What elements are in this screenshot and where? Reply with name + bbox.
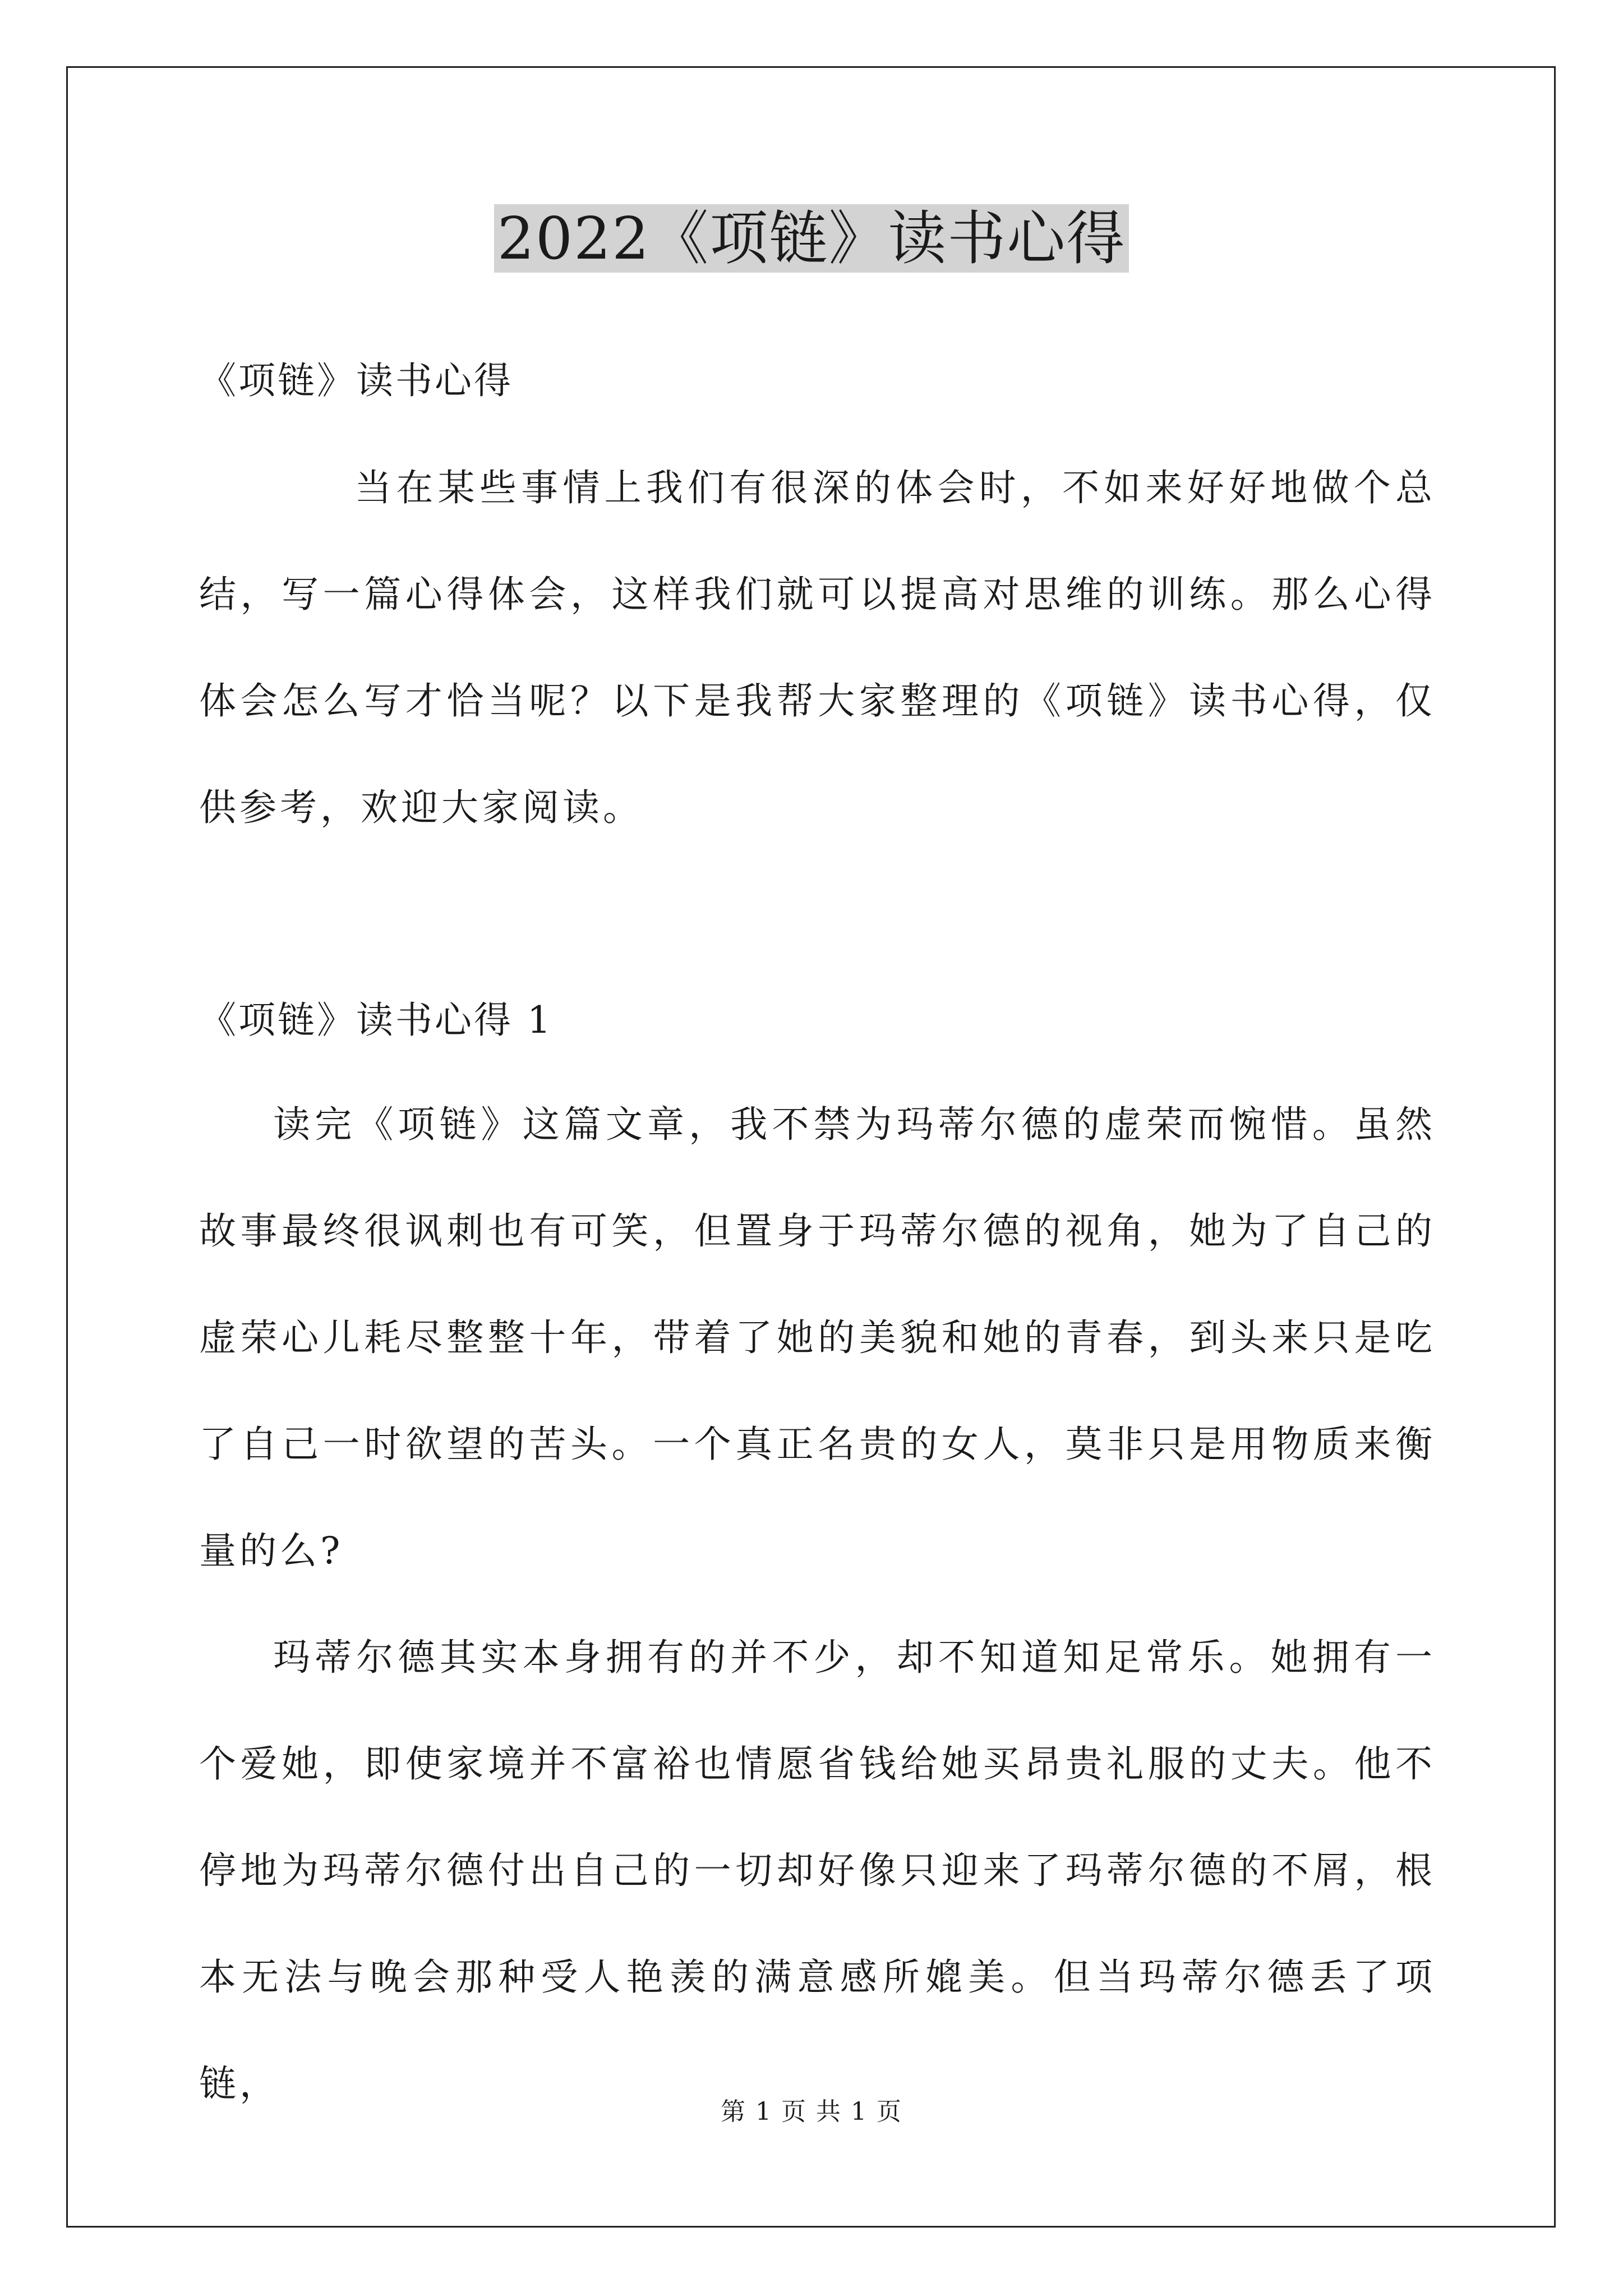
section-1-heading: 《项链》读书心得 1: [199, 999, 553, 1042]
section-1-body: [199, 1071, 1436, 2137]
document-title-text: 2022《项链》读书心得: [494, 204, 1129, 273]
intro-paragraph: 当在某些事情上我们有很深的体会时，不如来好好地做个总结，写一篇心得体会，这样我们就可以提高对思维的训练。那么心得体会怎么写才恰当呢？以下是我帮大家整理的《项链》读书心得，仅供参考，欢迎大家阅读。: [199, 466, 1436, 829]
section-1-paragraph-2: 玛蒂尔德其实本身拥有的并不少，却不知道知足常乐。她拥有一个爱她，即使家境并不富裕也情愿省钱给她买昂贵礼服的丈夫。他不停地为玛蒂尔德付出自己的一切却好像只迎来了玛蒂尔德的不屑，根本无法与晚会那种受人艳羡的满意感所媲美。但当玛蒂尔德丢了项链，: [199, 1636, 1436, 2105]
page-footer: 第 1 页 共 1 页: [721, 2097, 902, 2126]
document-title: [0, 199, 1623, 278]
section-1-paragraph-1: 读完《项链》这篇文章，我不禁为玛蒂尔德的虚荣而惋惜。虽然故事最终很讽刺也有可笑，但置身于玛蒂尔德的视角，她为了自己的虚荣心儿耗尽整整十年，带着了她的美貌和她的青春，到头来只是吃了自己一时欲望的苦头。一个真正名贵的女人，莫非只是用物质来衡量的么?: [199, 1103, 1436, 1572]
intro-section: [199, 435, 1436, 861]
document-subtitle: 《项链》读书心得: [199, 359, 513, 402]
